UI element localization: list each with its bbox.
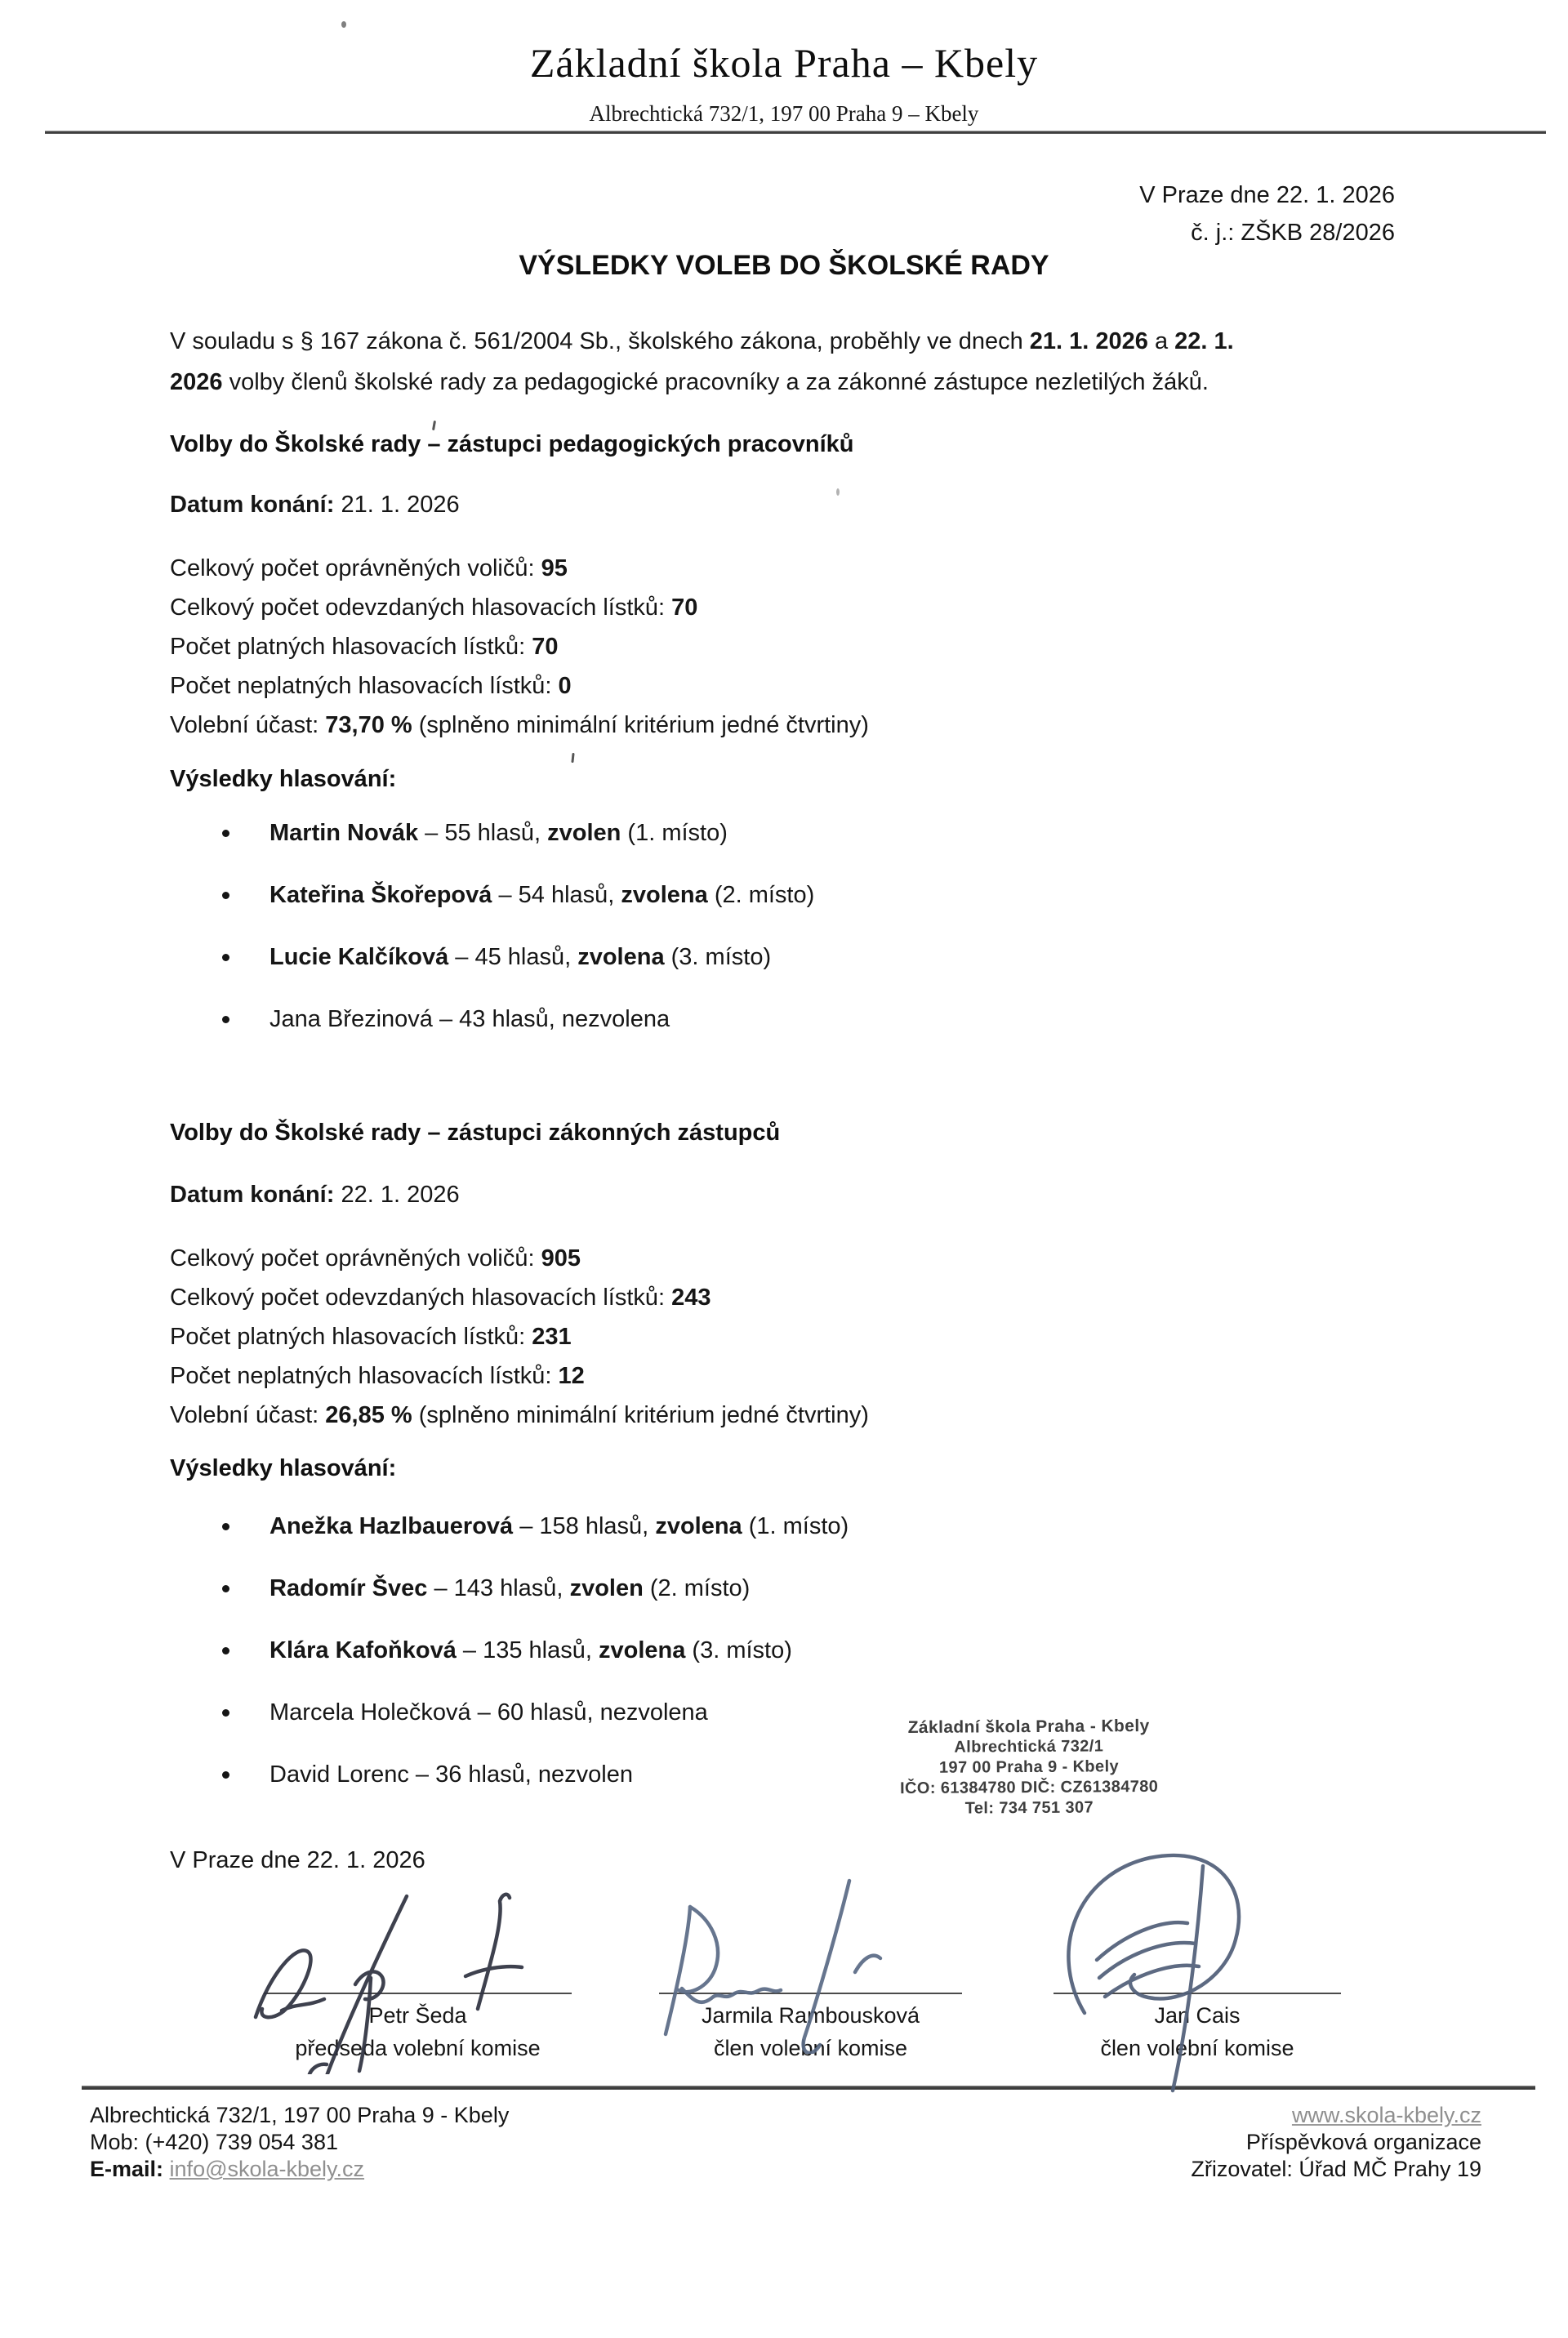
signer-role: člen volební komise [713,2036,908,2060]
bullet-icon [222,1523,229,1530]
section1-results-heading: Výsledky hlasování: [170,766,397,792]
stat-line: Celkový počet odevzdaných hlasovacích lístků: 70 [170,595,698,621]
stat-line: Celkový počet oprávněných voličů: 95 [170,555,568,581]
document-meta [1139,176,1395,252]
stamp-line: IČO: 61384780 DIČ: CZ61384780 [899,1777,1159,1798]
school-name: Základní škola Praha – Kbely [529,40,1039,86]
result-text: Martin Novák – 55 hlasů, zvolen (1. místo) [270,820,728,846]
stat-line: Celkový počet odevzdaných hlasovacích lístků: 243 [170,1285,711,1311]
stat-line: Počet neplatných hlasovacích lístků: 12 [170,1363,585,1389]
stat-line: Počet platných hlasovacích lístků: 231 [170,1324,572,1350]
footer-email-link[interactable]: info@skola-kbely.cz [169,2157,365,2181]
signature-jan-cais [1027,1837,1281,2099]
footer-mobile: Mob: (+420) 739 054 381 [90,2130,338,2154]
result-text: Kateřina Škořepová – 54 hlasů, zvolena (2. místo) [270,882,815,908]
footer-founder: Zřizovatel: Úřad MČ Prahy 19 [1191,2157,1481,2181]
footer-org-type: Příspěvková organizace [1245,2130,1481,2154]
section1-date: Datum konání: 21. 1. 2026 [170,492,460,518]
reference-number: č. j.: ZŠKB 28/2026 [1191,220,1395,246]
result-text: Jana Březinová – 43 hlasů, nezvolena [270,1006,670,1032]
result-text: Anežka Hazlbauerová – 158 hlasů, zvolena (1. místo) [270,1513,849,1539]
stat-line: Počet platných hlasovacích lístků: 70 [170,634,559,660]
footer-email-label: E-mail: [90,2157,164,2181]
stat-line: Volební účast: 26,85 % (splněno minimální kritérium jedné čtvrtiny) [170,1402,869,1428]
footer-email-row [90,2156,509,2183]
section2-heading: Volby do Školské rady – zástupci zákonných zástupců [170,1120,781,1146]
result-item [220,1761,849,1788]
footer-address: Albrechtická 732/1, 197 00 Praha 9 - Kbely [90,2103,510,2127]
section1-heading: Volby do Školské rady – zástupci pedagogických pracovníků [170,431,854,457]
bullet-icon [222,1709,229,1717]
signer-role: předseda volební komise [295,2036,541,2060]
bullet-icon [222,1771,229,1779]
result-item [220,1005,814,1033]
section2-results-list [220,1512,849,1823]
footer-website-link[interactable]: www.skola-kbely.cz [1291,2103,1481,2127]
place-date: V Praze dne 22. 1. 2026 [1139,182,1395,208]
result-text: David Lorenc – 36 hlasů, nezvolen [270,1761,633,1788]
signer-role: člen volební komise [1100,2036,1294,2060]
section2-date: Datum konání: 22. 1. 2026 [170,1182,460,1208]
result-item [220,943,814,971]
stat-line: Celkový počet oprávněných voličů: 905 [170,1245,581,1271]
scan-artifact [836,488,840,496]
intro-paragraph: V souladu s § 167 zákona č. 561/2004 Sb., školského zákona, proběhly ve dnech 21. 1. 2026 a 22. 1. 2026 volby členů školské rady za pedagogické pracovníky a za zákonné zástupce nezletilých žáků. [170,328,1234,395]
closing-date: V Praze dne 22. 1. 2026 [170,1847,425,1873]
signer-name: Jan Cais [1154,2003,1241,2028]
footer-divider [82,2086,1535,2090]
scan-artifact [571,753,574,763]
result-text: Klára Kafoňková – 135 hlasů, zvolena (3. místo) [270,1637,792,1663]
result-text: Radomír Švec – 143 hlasů, zvolen (2. místo) [270,1575,751,1601]
stat-line: Počet neplatných hlasovacích lístků: 0 [170,673,572,699]
bullet-icon [222,830,229,837]
footer-left [90,2102,509,2183]
bullet-icon [222,1647,229,1654]
scan-artifact [432,421,436,430]
bullet-icon [222,892,229,899]
stat-line: Volební účast: 73,70 % (splněno minimální kritérium jedné čtvrtiny) [170,712,869,738]
result-item [220,819,814,847]
stamp-line: Základní škola Praha - Kbely [907,1716,1150,1738]
signature-jarmila-rambouskova [641,1874,927,2054]
scan-artifact [341,21,346,28]
signer-name: Petr Šeda [368,2003,467,2028]
bullet-icon [222,1585,229,1592]
stamp-line: Albrechtická 732/1 [954,1737,1104,1757]
signer-name: Jarmila Rambousková [701,2003,920,2028]
school-address: Albrechtická 732/1, 197 00 Praha 9 – Kbely [589,101,979,126]
bullet-icon [222,954,229,961]
stamp-line: 197 00 Praha 9 - Kbely [938,1757,1120,1777]
result-item [220,1637,849,1664]
school-stamp [886,1716,1173,1819]
section1-stats [170,549,869,745]
document-title: VÝSLEDKY VOLEB DO ŠKOLSKÉ RADY [519,250,1049,281]
result-text: Marcela Holečková – 60 hlasů, nezvolena [270,1699,708,1726]
result-item [220,1512,849,1540]
result-item [220,1574,849,1602]
result-item [220,1699,849,1726]
signature-petr-seda [233,1886,576,2074]
stamp-line: Tel: 734 751 307 [964,1798,1094,1818]
section2-results-heading: Výsledky hlasování: [170,1455,397,1481]
footer-right [1191,2102,1481,2183]
header-divider [45,131,1546,134]
result-text: Lucie Kalčíková – 45 hlasů, zvolena (3. místo) [270,944,772,970]
bullet-icon [222,1016,229,1023]
result-item [220,881,814,909]
section2-stats [170,1239,869,1435]
section1-results-list [220,819,814,1067]
